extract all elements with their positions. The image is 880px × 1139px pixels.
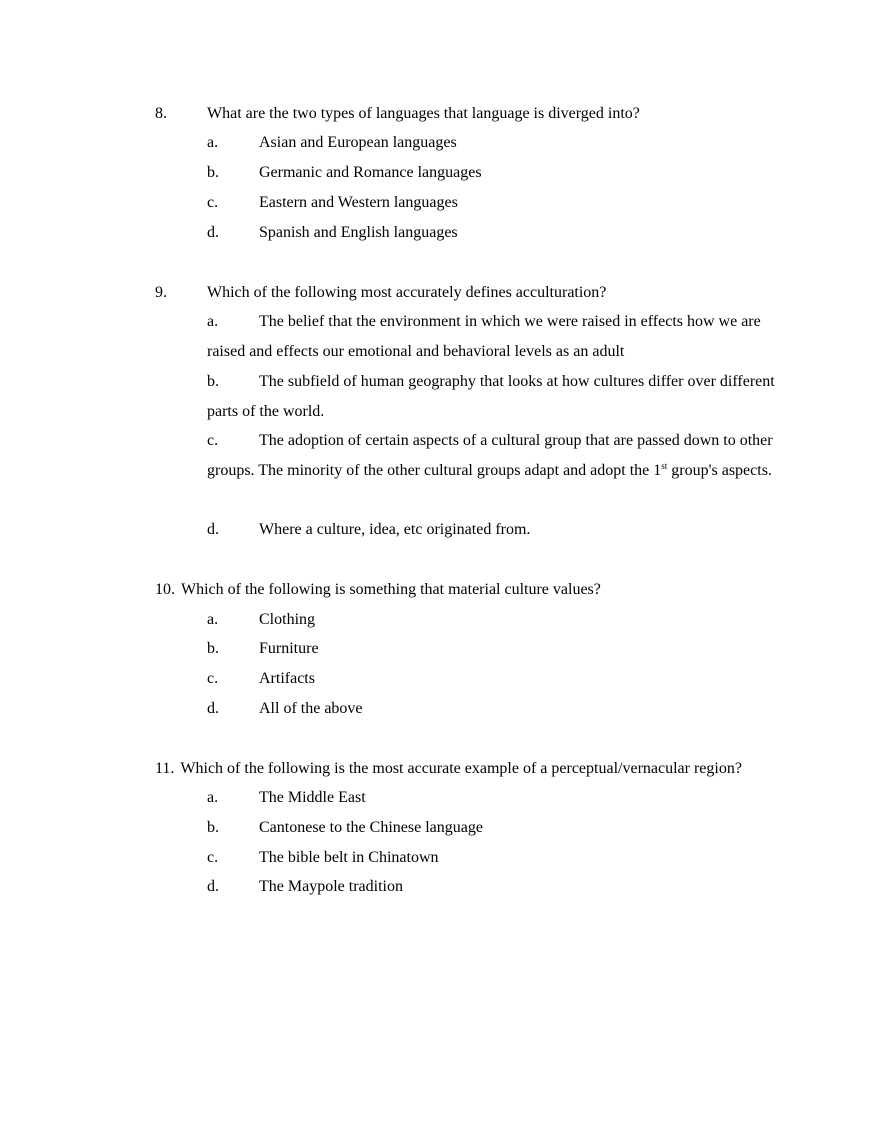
option-d xyxy=(207,515,787,545)
option-letter: c. xyxy=(207,849,219,866)
question-11-prompt xyxy=(155,759,742,779)
option-letter: a. xyxy=(207,789,219,806)
option-letter: d. xyxy=(207,521,219,538)
question-text: Which of the following is the most accurate example of a perceptual/vernacular region? xyxy=(180,760,742,777)
option-d xyxy=(207,218,787,248)
option-letter: c. xyxy=(207,194,219,211)
ordinal-superscript: st xyxy=(661,460,668,471)
option-b xyxy=(207,367,787,427)
question-10-prompt xyxy=(155,580,601,600)
option-letter: b. xyxy=(207,640,219,657)
question-number: 11. xyxy=(155,760,175,777)
option-text: Germanic and Romance languages xyxy=(259,164,482,181)
option-a xyxy=(207,307,787,367)
option-a xyxy=(207,783,787,813)
option-text-tail: group's aspects. xyxy=(667,461,772,479)
question-number: 10. xyxy=(155,581,175,598)
question-text: Which of the following is something that material culture values? xyxy=(181,581,601,598)
option-text: Eastern and Western languages xyxy=(259,194,458,211)
option-letter: d. xyxy=(207,878,219,895)
option-c xyxy=(207,843,787,873)
option-letter: c. xyxy=(207,432,219,449)
option-text: The Maypole tradition xyxy=(259,878,403,895)
option-a xyxy=(207,605,787,635)
option-letter: a. xyxy=(207,134,219,151)
option-text: Spanish and English languages xyxy=(259,224,458,241)
option-text: The Middle East xyxy=(259,789,366,806)
option-c xyxy=(207,426,787,486)
option-b xyxy=(207,158,787,188)
question-text: What are the two types of languages that language is diverged into? xyxy=(207,105,640,122)
option-letter: b. xyxy=(207,819,219,836)
option-text: The adoption of certain aspects of a cultural group that are passed down to other groups. The minority of the other cultural groups adapt and adopt the 1 xyxy=(207,432,773,479)
question-text: Which of the following most accurately defines acculturation? xyxy=(207,284,607,301)
option-c xyxy=(207,664,787,694)
option-d xyxy=(207,872,787,902)
option-letter: b. xyxy=(207,373,219,390)
option-b xyxy=(207,634,787,664)
option-letter: d. xyxy=(207,224,219,241)
question-8-prompt xyxy=(155,104,640,124)
option-letter: b. xyxy=(207,164,219,181)
option-letter: d. xyxy=(207,700,219,717)
option-text: Where a culture, idea, etc originated from. xyxy=(259,521,531,538)
option-text: Artifacts xyxy=(259,670,315,687)
option-letter: c. xyxy=(207,670,219,687)
question-number: 8. xyxy=(155,105,167,122)
option-text: Asian and European languages xyxy=(259,134,457,151)
question-number: 9. xyxy=(155,284,167,301)
option-text: The belief that the environment in which we were raised in effects how we are raised and effects our emotional and behavioral levels as an adult xyxy=(207,313,761,360)
option-text: All of the above xyxy=(259,700,363,717)
option-a xyxy=(207,128,787,158)
option-text: Clothing xyxy=(259,611,316,628)
option-text: The bible belt in Chinatown xyxy=(259,849,439,866)
option-letter: a. xyxy=(207,611,219,628)
option-text: Cantonese to the Chinese language xyxy=(259,819,483,836)
question-9-prompt xyxy=(155,283,606,303)
option-c xyxy=(207,188,787,218)
option-text: The subfield of human geography that looks at how cultures differ over different parts of the world. xyxy=(207,373,775,420)
option-d xyxy=(207,694,787,724)
option-text: Furniture xyxy=(259,640,319,657)
option-letter: a. xyxy=(207,313,219,330)
option-b xyxy=(207,813,787,843)
